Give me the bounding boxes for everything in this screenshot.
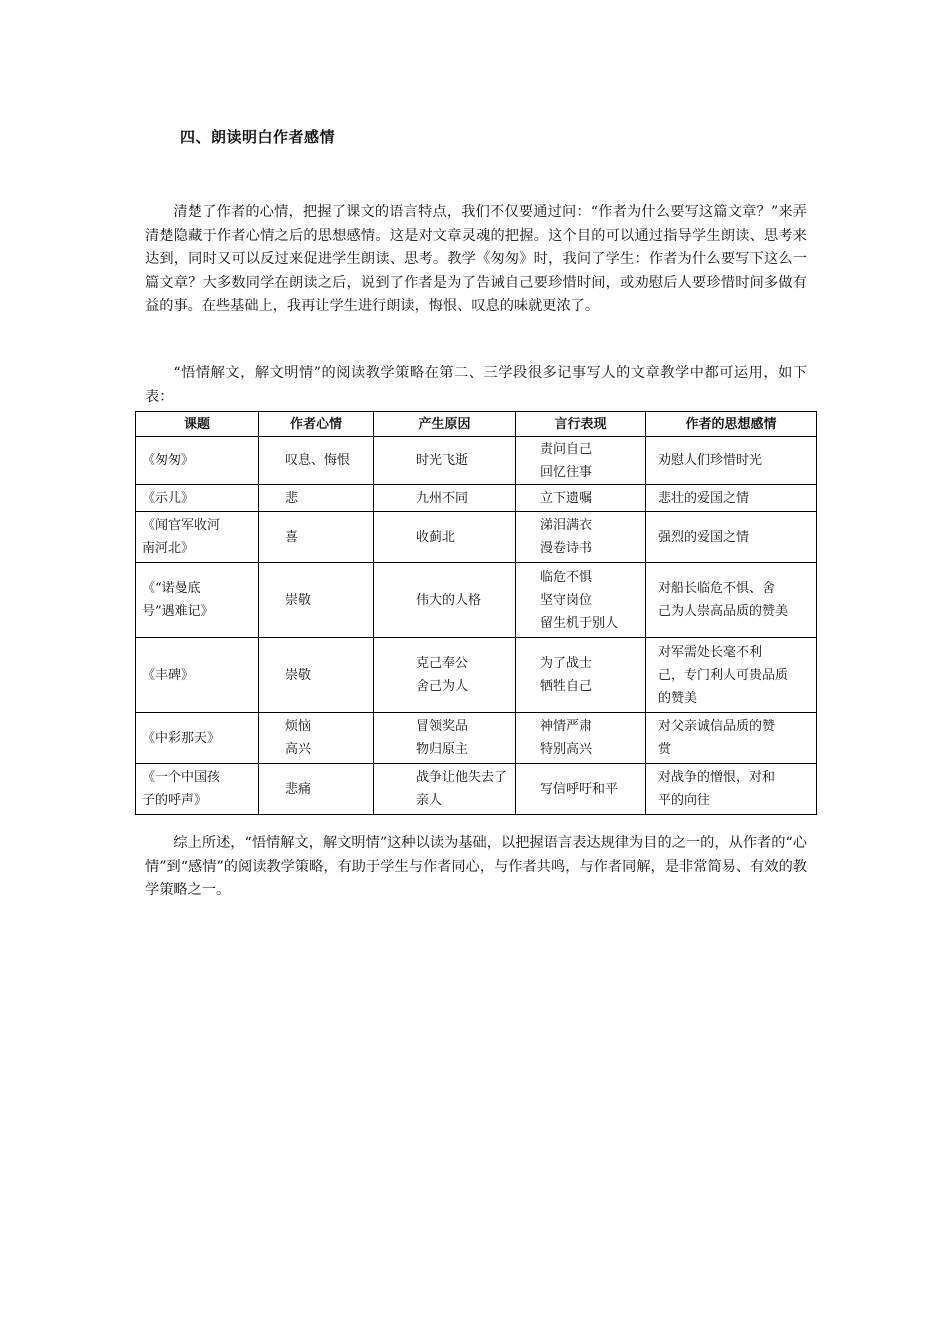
cell-mood (259, 764, 374, 815)
cell-line: 对船长临危不惧、舍 (658, 581, 776, 596)
cell-line: 《匆匆》 (142, 453, 195, 468)
cell-line: 特别高兴 (540, 742, 593, 757)
cell-action (516, 485, 646, 512)
cell-line: 收蓟北 (416, 529, 456, 545)
cell-line: 烦恼 (285, 719, 312, 734)
cell-action (516, 713, 646, 764)
cell-line: 亲人 (416, 793, 443, 808)
header-title: 课题 (136, 412, 259, 437)
cell-thought (646, 485, 817, 512)
cell-line: 回忆往事 (540, 464, 593, 480)
cell-line: 叹息、悔恨 (285, 453, 351, 468)
cell-line: 对战争的憎恨，对和 (658, 770, 776, 785)
cell-line: 《一个中国孩 (142, 770, 221, 785)
cell-line: 己，专门利人可贵品质 (658, 667, 789, 683)
cell-thought (646, 437, 817, 485)
paragraph-3: 综上所述，“悟情解文，解文明情”这种以读为基础，以把握语言表达规律为目的之一的，从作者的“心情”到“感情”的阅读教学策略，有助于学生与作者同心，与作者共鸣，与作者同解，是非常简易、有效的教学策略之一。 (145, 835, 807, 898)
cell-cause (374, 713, 516, 764)
cell-mood (259, 713, 374, 764)
cell-line: 劝慰人们珍惜时光 (658, 453, 763, 468)
cell-title (136, 437, 259, 485)
cell-cause (374, 563, 516, 638)
cell-cause (374, 437, 516, 485)
cell-line: 高兴 (285, 742, 312, 757)
cell-line: 《示儿》 (142, 490, 195, 506)
cell-line: 坚守岗位 (540, 592, 593, 608)
cell-line: 己为人崇高品质的赞美 (658, 604, 789, 619)
cell-cause (374, 764, 516, 815)
cell-line: 涕泪满衣 (540, 518, 593, 533)
cell-title (136, 638, 259, 713)
cell-line: 九州不同 (416, 490, 469, 506)
cell-title (136, 764, 259, 815)
cell-line: 责问自己 (540, 441, 593, 457)
cell-line: 伟大的人格 (416, 592, 482, 608)
cell-mood (259, 563, 374, 638)
table-header-row (136, 412, 817, 437)
cell-mood (259, 437, 374, 485)
cell-line: 漫卷诗书 (540, 541, 593, 556)
cell-title (136, 485, 259, 512)
cell-line: 留生机于别人 (540, 615, 619, 631)
cell-thought (646, 638, 817, 713)
cell-line: 悲痛 (285, 781, 312, 797)
cell-thought (646, 713, 817, 764)
cell-line: 对父亲诚信品质的赞 (658, 719, 776, 734)
cell-thought (646, 512, 817, 563)
cell-line: 克己奉公 (416, 656, 469, 671)
paragraph-2: “悟情解文，解文明情”的阅读教学策略在第二、三学段很多记事写人的文章教学中都可运用，如下表： (145, 365, 807, 405)
lesson-table (135, 411, 817, 815)
table-row (136, 437, 817, 485)
cell-cause (374, 638, 516, 713)
header-mood: 作者心情 (259, 412, 374, 437)
cell-action (516, 437, 646, 485)
cell-thought (646, 563, 817, 638)
cell-action (516, 764, 646, 815)
cell-title (136, 713, 259, 764)
cell-line: 牺牲自己 (540, 679, 593, 694)
cell-line: 冒领奖品 (416, 719, 469, 734)
cell-mood (259, 512, 374, 563)
cell-line: 悲壮的爱国之情 (658, 490, 750, 506)
cell-line: 强烈的爱国之情 (658, 529, 750, 545)
cell-line: 崇敬 (285, 667, 312, 683)
table-row (136, 485, 817, 512)
cell-line: 写信呼吁和平 (540, 781, 619, 797)
table-row (136, 713, 817, 764)
header-thought: 作者的思想感情 (646, 412, 817, 437)
paragraph-1: 清楚了作者的心情，把握了课文的语言特点，我们不仅要通过问：“作者为什么要写这篇文章？”来弄清楚隐藏于作者心情之后的思想感情。这是对文章灵魂的把握。这个目的可以通过指导学生朗读、思考来达到，同时又可以反过来促进学生朗读、思考。教学《匆匆》时，我问了学生：作者为什么要写下这么一篇文章？大多数同学在朗读之后，说到了作者是为了告诫自己要珍惜时间，或劝慰后人要珍惜时间多做有益的事。在些基础上，我再让学生进行朗读，悔恨、叹息的味就更浓了。 (145, 204, 807, 314)
table-body (136, 437, 817, 815)
cell-line: 赏 (658, 742, 672, 757)
table-row (136, 764, 817, 815)
cell-line: 《“诺曼底 (142, 581, 201, 596)
table-row (136, 563, 817, 638)
cell-line: 《中彩那天》 (142, 730, 221, 746)
cell-line: 神情严肃 (540, 719, 593, 734)
cell-line: 临危不惧 (540, 569, 593, 585)
cell-line: 物归原主 (416, 742, 469, 757)
table-row (136, 512, 817, 563)
table-row (136, 638, 817, 713)
cell-mood (259, 638, 374, 713)
cell-line: 喜 (285, 529, 299, 545)
section-heading: 四、朗读明白作者感情 (180, 128, 336, 146)
cell-line: 的赞美 (658, 690, 698, 706)
cell-line: 《闻官军收河 (142, 518, 221, 533)
cell-line: 战争让他失去了 (416, 770, 508, 785)
cell-line: 为了战士 (540, 656, 593, 671)
cell-line: 舍己为人 (416, 679, 469, 694)
cell-line: 南河北》 (142, 541, 195, 556)
cell-line: 子的呼声》 (142, 793, 208, 808)
cell-title (136, 512, 259, 563)
cell-line: 悲 (285, 490, 299, 506)
cell-action (516, 638, 646, 713)
cell-line: 《丰碑》 (142, 667, 195, 683)
cell-thought (646, 764, 817, 815)
cell-action (516, 563, 646, 638)
cell-line: 立下遗嘱 (540, 490, 593, 506)
cell-line: 时光飞逝 (416, 453, 469, 468)
cell-cause (374, 512, 516, 563)
cell-title (136, 563, 259, 638)
cell-cause (374, 485, 516, 512)
cell-line: 崇敬 (285, 592, 312, 608)
cell-line: 平的向往 (658, 793, 711, 808)
cell-mood (259, 485, 374, 512)
header-cause: 产生原因 (374, 412, 516, 437)
cell-line: 对军需处长毫不利 (658, 644, 763, 660)
header-action: 言行表现 (516, 412, 646, 437)
cell-line: 号”遇难记》 (142, 604, 214, 619)
cell-action (516, 512, 646, 563)
